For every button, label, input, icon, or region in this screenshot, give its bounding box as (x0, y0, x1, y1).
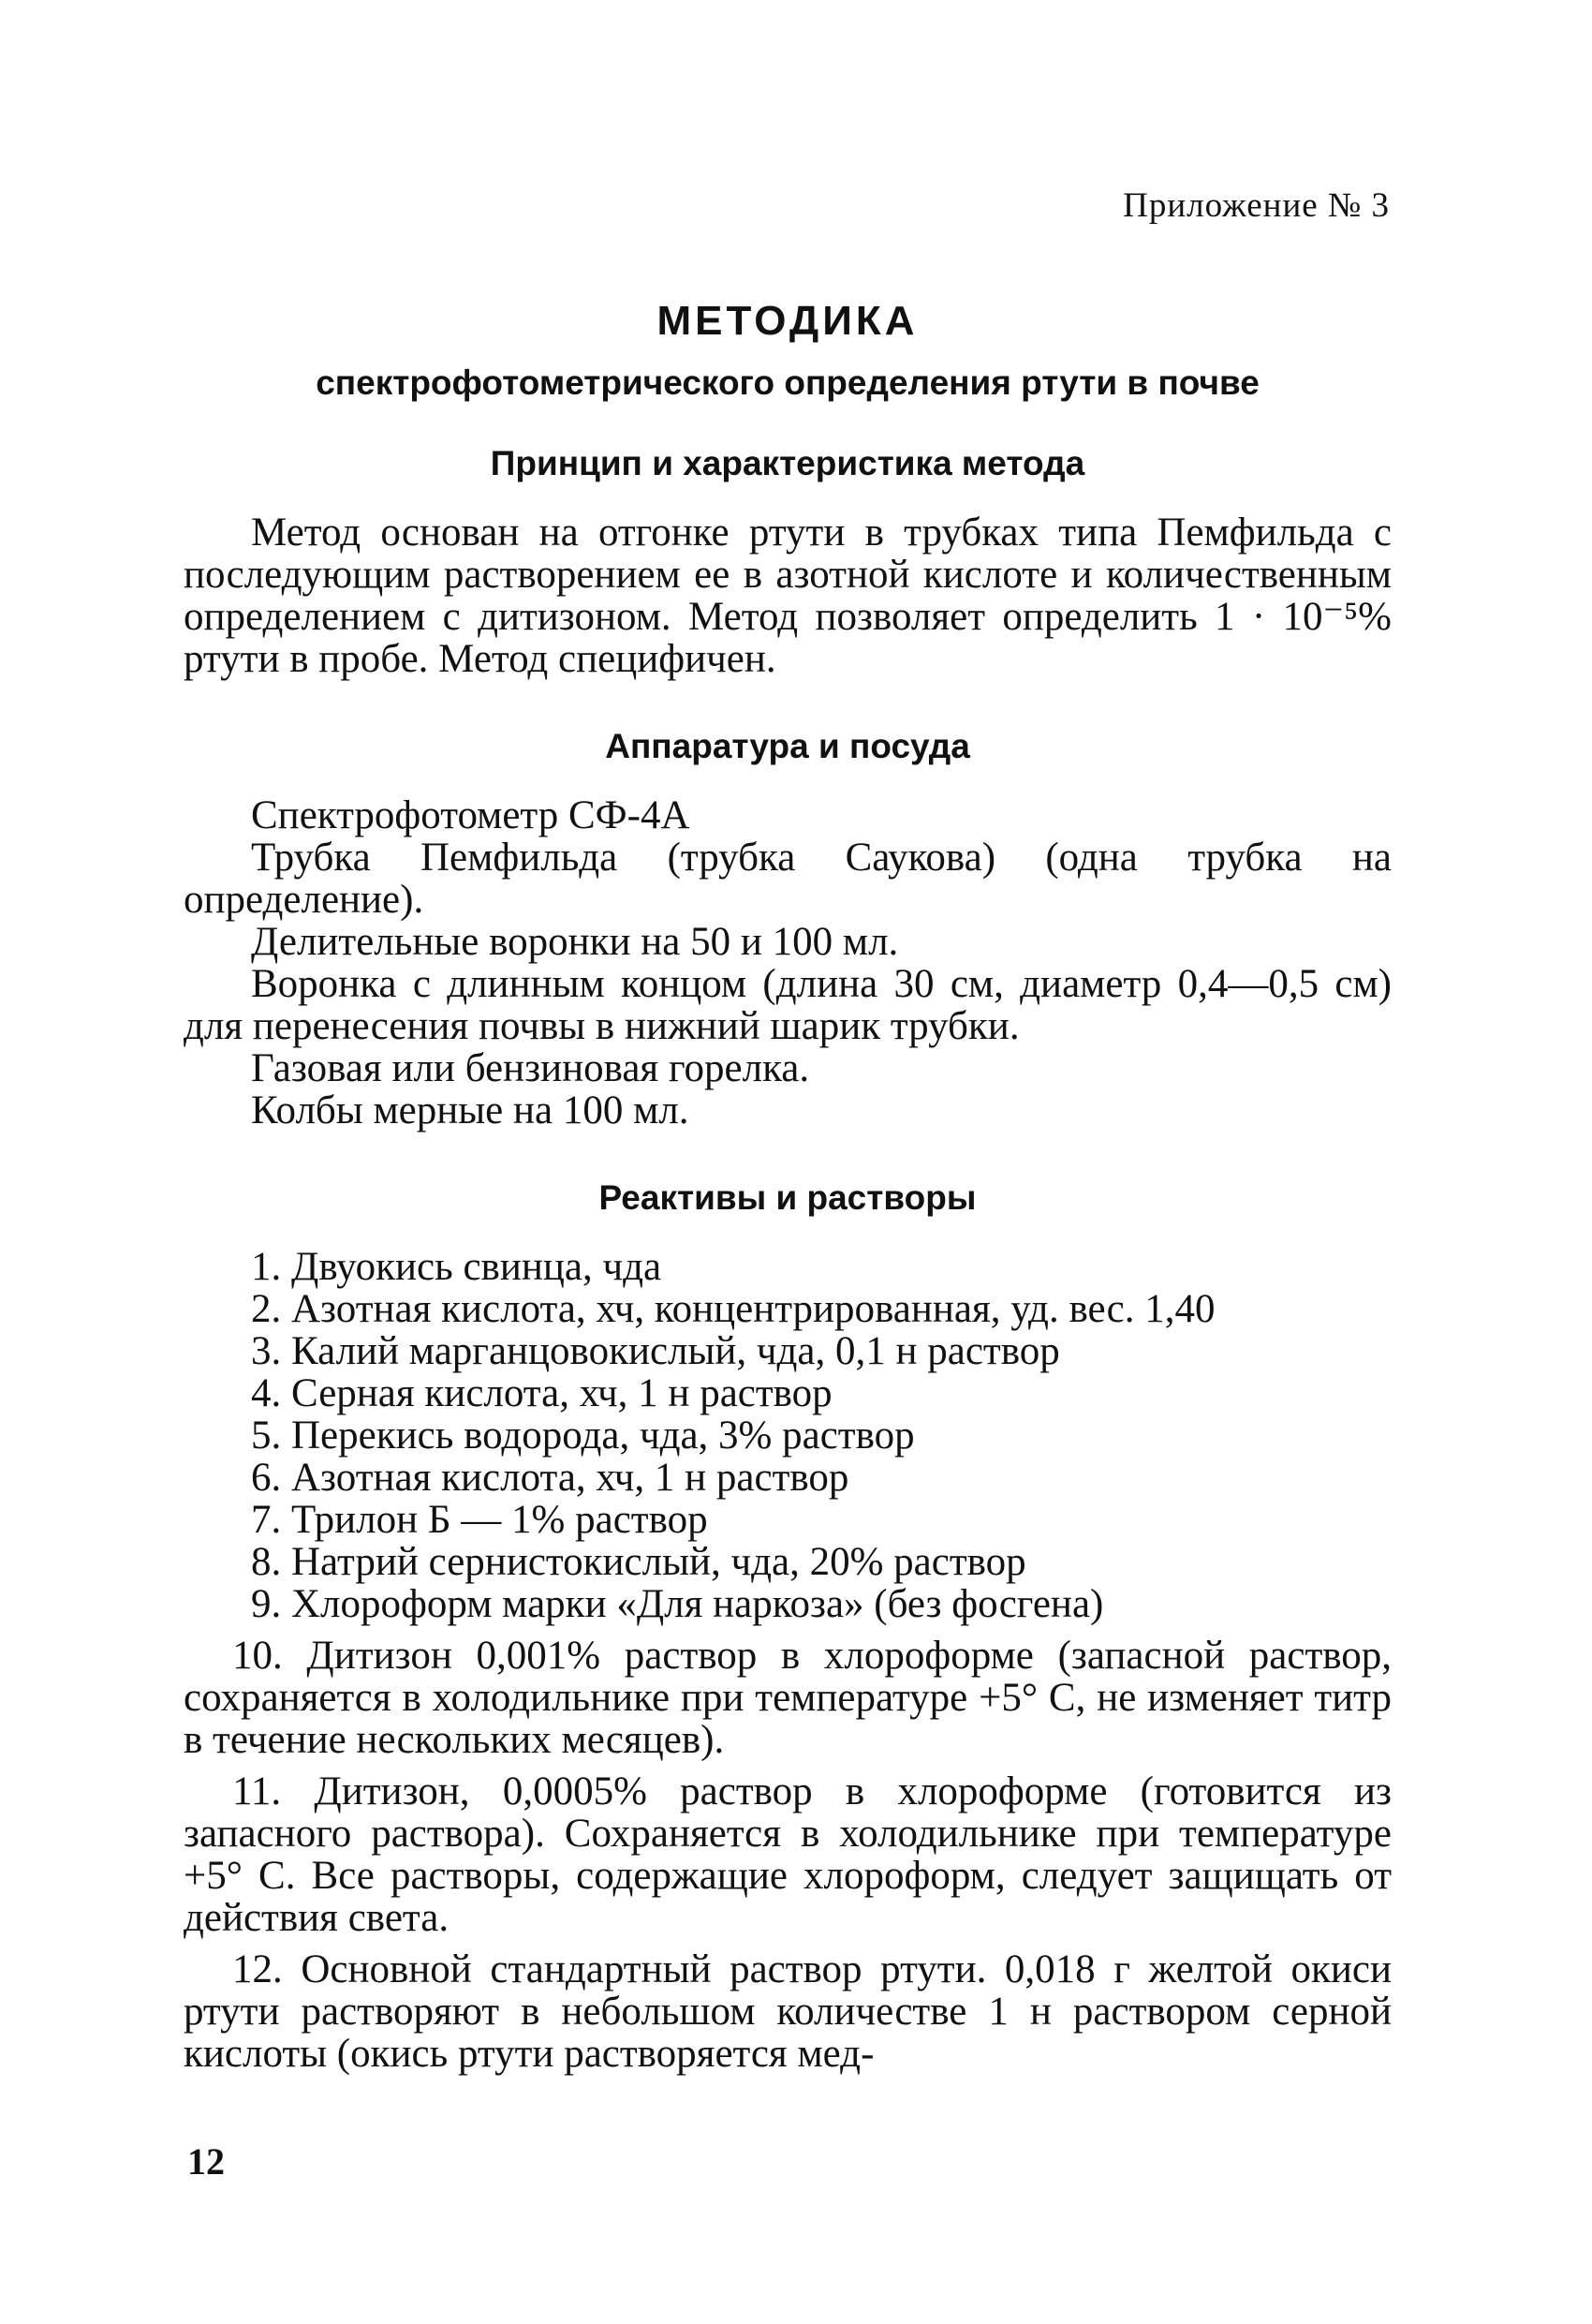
document-title: МЕТОДИКА (656, 298, 919, 344)
reagent-item: 8. Натрий сернистокислый, чда, 20% раствор (251, 1540, 1026, 1584)
reagent-paragraph: 12. Основной стандартный раствор ртути. 0,018 г желтой окиси ртути растворяют в небольшом количестве 1 н раствором серной кислоты (окись ртути растворяется мед- (184, 1947, 1392, 2076)
document-subtitle: спектрофотометрического определения ртути в почве (316, 363, 1260, 402)
reagent-item: 2. Азотная кислота, хч, концентрированная, уд. вес. 1,40 (251, 1287, 1216, 1331)
reagent-item: 1. Двуокись свинца, чда (251, 1245, 662, 1289)
apparatus-heading: Аппаратура и посуда (605, 727, 970, 765)
reagent-item: 5. Перекись водорода, чда, 3% раствор (251, 1414, 915, 1458)
reagents-section (184, 1178, 1392, 2075)
principle-text: Метод основан на отгонке ртути в трубках типа Пемфильда с последующим растворением ее в азотной кислоте и количественным определением с дитизоном. Метод позволяет определить 1 · 10⁻⁵% ртути в пробе. Метод специфичен. (184, 511, 1392, 681)
apparatus-item: Газовая или бензиновая горелка. (251, 1046, 810, 1090)
principle-section (184, 444, 1392, 680)
reagent-item: 4. Серная кислота, хч, 1 н раствор (251, 1371, 833, 1415)
principle-heading: Принцип и характеристика метода (490, 444, 1085, 482)
reagent-item: 7. Трилон Б — 1% раствор (251, 1498, 708, 1542)
reagent-paragraph: 10. Дитизон 0,001% раствор в хлороформе (запасной раствор, сохраняется в холодильнике при температуре +5° С, не изменяет титр в течение нескольких месяцев). (184, 1634, 1392, 1762)
apparatus-item: Делительные воронки на 50 и 100 мл. (251, 920, 899, 964)
apparatus-item: Воронка с длинным концом (длина 30 см, диаметр 0,4—0,5 см) для перенесения почвы в нижний шарик трубки. (184, 962, 1392, 1048)
reagents-list (184, 1246, 1392, 1625)
apparatus-item: Спектрофотометр СФ-4А (251, 793, 690, 837)
reagent-item: 9. Хлороформ марки «Для наркоза» (без фосгена) (251, 1582, 1104, 1626)
appendix-label: Приложение № 3 (1123, 186, 1390, 225)
page-number: 12 (187, 2140, 225, 2183)
reagent-paragraph: 11. Дитизон, 0,0005% раствор в хлороформе (готовится из запасного раствора). Сохраняется в холодильнике при температуре +5° С. Все растворы, содержащие хлороформ, следует защищать от действия света. (184, 1769, 1392, 1940)
reagents-heading: Реактивы и растворы (598, 1178, 977, 1217)
main-content (184, 298, 1392, 2075)
apparatus-item: Колбы мерные на 100 мл. (251, 1088, 689, 1132)
reagent-item: 3. Калий марганцовокислый, чда, 0,1 н раствор (251, 1329, 1060, 1373)
apparatus-item: Трубка Пемфильда (трубка Саукова) (одна трубка на определение). (184, 836, 1392, 922)
reagent-item: 6. Азотная кислота, хч, 1 н раствор (251, 1456, 849, 1500)
apparatus-section (184, 727, 1392, 1132)
